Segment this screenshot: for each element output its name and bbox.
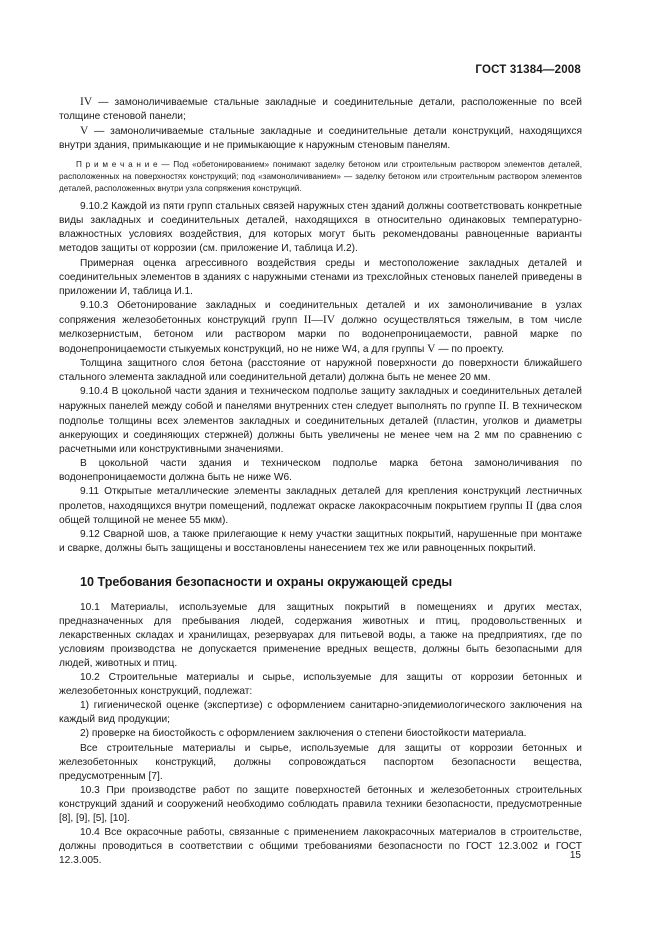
clause-9-10-4-cont: В цокольной части здания и техническом подполье марка бетона замоноличивания по водонепроницаемости должна быть не ниже W6. xyxy=(59,457,582,483)
text-part: должно осуществляться тяжелым, в том числе мелкозернистым, бетоном или раствором марки по водонепроницаемости, равной марке по водонепроницаемости стыкуемых конструкций, но не ниже W4, а для группы xyxy=(59,314,582,356)
clause-9-10-4 xyxy=(59,385,582,456)
clause-10-2-item-2: 2) проверке на биостойкость с оформлением заключения о степени биостойкости материала. xyxy=(80,728,527,740)
roman-numeral: V xyxy=(80,125,89,138)
text-part: . В техническом подполье толщины всех элементов закладных и соединительных деталей (пластин, уголков и диаметры анкерующих и соединяющих стержней) должны быть увеличены не менее чем на 2 мм по сравнению с расчетными или конструктивными значениями. xyxy=(59,401,583,455)
note-paragraph: П р и м е ч а н и е — Под «обетонированием» понимают заделку бетоном или строительным раствором элементов деталей, расположенных на поверхностях конструкций; под «замоноличиванием» — заделку бетоном или строительным раствором элементов деталей, расположенных внутри узла сопряжения конструкций. xyxy=(59,160,582,193)
paragraph-text: — замоноличиваемые стальные закладные и соединительные детали, расположенные по всей толщине стеновой панели; xyxy=(59,97,582,123)
page-number: 15 xyxy=(569,850,581,861)
text-part: — по проекту. xyxy=(435,344,505,356)
text-part: (два слоя общей толщиной не менее 55 мкм). xyxy=(59,501,582,527)
clause-10-3: 10.3 При производстве работ по защите поверхностей бетонных и железобетонных строительных конструкций зданий и сооружений необходимо соблюдать правила техники безопасности, предусмотренные [8], [9], [5], [10]. xyxy=(59,784,582,824)
clause-10-1: 10.1 Материалы, используемые для защитных покрытий в помещениях и других местах, предназначенных для пребывания людей, содержания животных и птиц, продовольственных и лекарственных складах и хранилищах, резервуарах для питьевой воды, а также на предприятиях, где по условиям производства не допускается применение вредных веществ, должны быть безопасными для людей, животных и птиц. xyxy=(59,601,582,669)
roman-numeral: V xyxy=(427,343,436,356)
text-part: 9.11 Открытые металлические элементы закладных деталей для крепления конструкций лестничных пролетов, находящихся внутри помещений, подлежат окраске лакокрасочным покрытием группы xyxy=(59,486,582,513)
document-body xyxy=(59,95,582,868)
clause-9-10-3 xyxy=(59,299,582,357)
text-part: 9.10.3 Обетонирование закладных и соединительных деталей и их замоноличивание в узлах сопряжения железобетонных конструкций групп xyxy=(59,299,582,326)
group-iv-paragraph xyxy=(59,95,582,124)
group-v-paragraph xyxy=(59,124,582,153)
paragraph-text: — замоноличиваемые стальные закладные и соединительные детали конструкций, находящихся внутри здания, примыкающие и не примыкающие к наружным стеновым панелям. xyxy=(59,126,582,152)
roman-numeral: II xyxy=(498,400,507,413)
clause-9-10-2-cont: Примерная оценка агрессивного воздействия среды и местоположение закладных деталей и соединительных элементов в зданиях с наружными стенами из трехслойных стеновых панелей приведены в приложении И, таблица И.1. xyxy=(59,257,582,297)
clause-9-11 xyxy=(59,485,582,528)
roman-numeral: II xyxy=(525,500,534,513)
text-part: 9.10.4 В цокольной части здания и техническом подполье защиту закладных и соединительных деталей наружных панелей между собой и панелями внутренних стен следует выполнять по группе xyxy=(59,386,582,413)
clause-10-2: 10.2 Строительные материалы и сырье, используемые для защиты от коррозии бетонных и железобетонных конструкций, подлежат: xyxy=(59,672,582,698)
clause-9-12: 9.12 Сварной шов, а также прилегающие к нему участки защитных покрытий, нарушенные при монтаже и сварке, должны быть защищены и восстановлены нанесением тех же или равноценных покрытий. xyxy=(59,529,582,555)
clause-10-4: 10.4 Все окрасочные работы, связанные с применением лакокрасочных материалов в строительстве, должны проводиться в соответствии с общими требованиями безопасности по ГОСТ 12.3.002 и ГОСТ 12.3.005. xyxy=(59,827,582,867)
clause-10-2-item-1: 1) гигиенической оценке (экспертизе) с оформлением санитарно-эпидемиологического заключения на каждый вид продукции; xyxy=(59,700,582,726)
clause-9-10-2: 9.10.2 Каждой из пяти групп стальных связей наружных стен зданий должны соответствовать конкретные виды закладных и соединительных деталей, находящихся в относительно одинаковых температурно-влажностных условиях воздействия, для которых могут быть рекомендованы равноценные варианты методов защиты от коррозии (см. приложение И, таблица И.2). xyxy=(59,201,582,255)
clause-10-2-cont: Все строительные материалы и сырье, используемые для защиты от коррозии бетонных и железобетонных конструкций, должны сопровождаться паспортом безопасности вещества, предусмотренным [7]. xyxy=(59,742,582,782)
roman-numeral: II—IV xyxy=(303,313,336,326)
roman-numeral: IV xyxy=(80,96,93,108)
clause-9-10-3-cont: Толщина защитного слоя бетона (расстояние от наружной поверхности до поверхности ближайшего стального элемента закладной или соединительной детали) должна быть не менее 20 мм. xyxy=(59,358,582,384)
section-10-heading: 10 Требования безопасности и охраны окружающей среды xyxy=(80,574,453,589)
document-header: ГОСТ 31384—2008 xyxy=(475,64,581,76)
